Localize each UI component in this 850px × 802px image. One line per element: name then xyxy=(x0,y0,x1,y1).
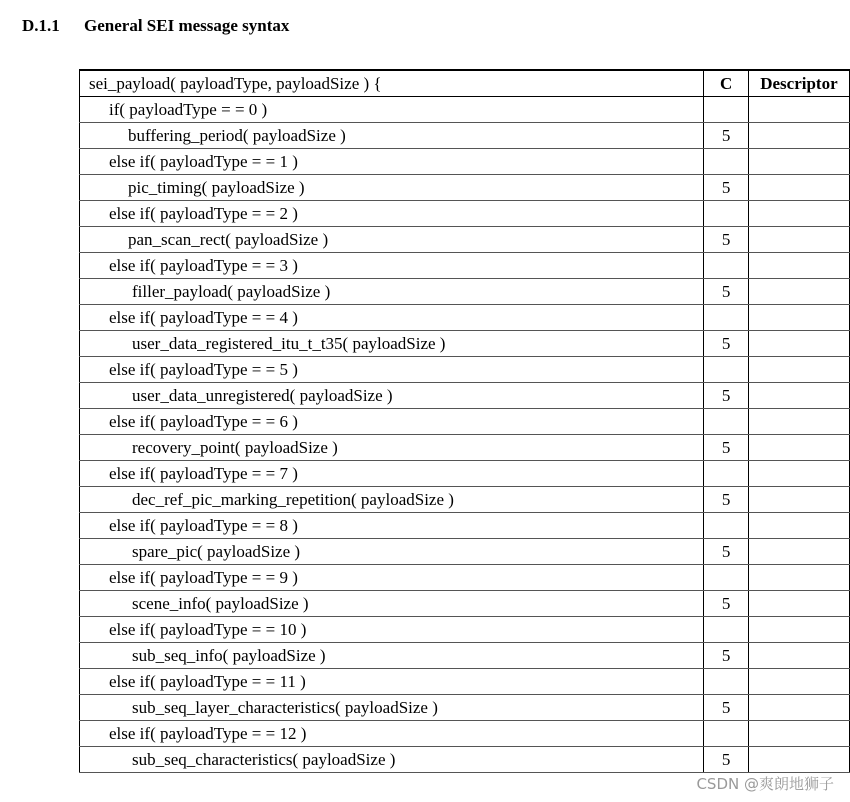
table-row xyxy=(80,227,850,253)
table-row xyxy=(80,305,850,331)
category-cell: 5 xyxy=(704,331,748,357)
descriptor-cell xyxy=(748,435,849,461)
category-cell: 5 xyxy=(704,383,748,409)
syntax-cell: user_data_unregistered( payloadSize ) xyxy=(80,383,704,409)
syntax-cell: else if( payloadType = = 8 ) xyxy=(80,513,704,539)
header-c: C xyxy=(704,70,748,97)
table-row xyxy=(80,513,850,539)
table-row xyxy=(80,149,850,175)
category-cell: 5 xyxy=(704,227,748,253)
header-syntax: sei_payload( payloadType, payloadSize ) { xyxy=(80,70,704,97)
syntax-cell: pan_scan_rect( payloadSize ) xyxy=(80,227,704,253)
syntax-cell: else if( payloadType = = 7 ) xyxy=(80,461,704,487)
section-title: General SEI message syntax xyxy=(84,16,290,35)
descriptor-cell xyxy=(748,149,849,175)
category-cell xyxy=(704,669,748,695)
category-cell xyxy=(704,617,748,643)
syntax-cell: buffering_period( payloadSize ) xyxy=(80,123,704,149)
table-row xyxy=(80,487,850,513)
category-cell xyxy=(704,305,748,331)
table-row xyxy=(80,279,850,305)
table-row xyxy=(80,409,850,435)
table-row xyxy=(80,461,850,487)
descriptor-cell xyxy=(748,201,849,227)
category-cell: 5 xyxy=(704,279,748,305)
syntax-cell: else if( payloadType = = 10 ) xyxy=(80,617,704,643)
syntax-cell: else if( payloadType = = 2 ) xyxy=(80,201,704,227)
category-cell xyxy=(704,357,748,383)
category-cell: 5 xyxy=(704,591,748,617)
descriptor-cell xyxy=(748,669,849,695)
descriptor-cell xyxy=(748,643,849,669)
category-cell: 5 xyxy=(704,123,748,149)
category-cell: 5 xyxy=(704,435,748,461)
category-cell xyxy=(704,97,748,123)
table-row xyxy=(80,383,850,409)
descriptor-cell xyxy=(748,487,849,513)
syntax-cell: user_data_registered_itu_t_t35( payloadSize ) xyxy=(80,331,704,357)
table-row xyxy=(80,565,850,591)
descriptor-cell xyxy=(748,279,849,305)
syntax-cell: if( payloadType = = 0 ) xyxy=(80,97,704,123)
category-cell xyxy=(704,253,748,279)
descriptor-cell xyxy=(748,695,849,721)
table-row xyxy=(80,747,850,773)
watermark: CSDN @爽朗地狮子 xyxy=(696,775,834,793)
table-row xyxy=(80,357,850,383)
syntax-table xyxy=(79,69,850,773)
syntax-cell: sub_seq_characteristics( payloadSize ) xyxy=(80,747,704,773)
syntax-cell: filler_payload( payloadSize ) xyxy=(80,279,704,305)
syntax-cell: else if( payloadType = = 3 ) xyxy=(80,253,704,279)
category-cell xyxy=(704,721,748,747)
descriptor-cell xyxy=(748,331,849,357)
descriptor-cell xyxy=(748,513,849,539)
descriptor-cell xyxy=(748,409,849,435)
table-row xyxy=(80,617,850,643)
descriptor-cell xyxy=(748,305,849,331)
syntax-cell: else if( payloadType = = 12 ) xyxy=(80,721,704,747)
syntax-cell: else if( payloadType = = 4 ) xyxy=(80,305,704,331)
category-cell xyxy=(704,201,748,227)
syntax-cell: pic_timing( payloadSize ) xyxy=(80,175,704,201)
category-cell: 5 xyxy=(704,539,748,565)
descriptor-cell xyxy=(748,461,849,487)
syntax-cell: else if( payloadType = = 1 ) xyxy=(80,149,704,175)
descriptor-cell xyxy=(748,747,849,773)
descriptor-cell xyxy=(748,591,849,617)
descriptor-cell xyxy=(748,617,849,643)
table-row xyxy=(80,669,850,695)
category-cell: 5 xyxy=(704,643,748,669)
descriptor-cell xyxy=(748,383,849,409)
descriptor-cell xyxy=(748,97,849,123)
syntax-cell: else if( payloadType = = 6 ) xyxy=(80,409,704,435)
category-cell: 5 xyxy=(704,487,748,513)
section-heading xyxy=(22,16,289,36)
category-cell: 5 xyxy=(704,747,748,773)
category-cell xyxy=(704,409,748,435)
table-row xyxy=(80,591,850,617)
table-header-row xyxy=(80,70,850,97)
table-row xyxy=(80,123,850,149)
category-cell: 5 xyxy=(704,695,748,721)
table-row xyxy=(80,435,850,461)
table-row xyxy=(80,97,850,123)
descriptor-cell xyxy=(748,175,849,201)
syntax-cell: scene_info( payloadSize ) xyxy=(80,591,704,617)
syntax-cell: else if( payloadType = = 9 ) xyxy=(80,565,704,591)
table-row xyxy=(80,539,850,565)
syntax-cell: else if( payloadType = = 11 ) xyxy=(80,669,704,695)
descriptor-cell xyxy=(748,123,849,149)
table-row xyxy=(80,201,850,227)
syntax-cell: else if( payloadType = = 5 ) xyxy=(80,357,704,383)
syntax-cell: recovery_point( payloadSize ) xyxy=(80,435,704,461)
table-row xyxy=(80,331,850,357)
descriptor-cell xyxy=(748,565,849,591)
syntax-cell: dec_ref_pic_marking_repetition( payloadSize ) xyxy=(80,487,704,513)
category-cell xyxy=(704,513,748,539)
descriptor-cell xyxy=(748,539,849,565)
category-cell: 5 xyxy=(704,175,748,201)
descriptor-cell xyxy=(748,721,849,747)
syntax-cell: sub_seq_info( payloadSize ) xyxy=(80,643,704,669)
table-row xyxy=(80,253,850,279)
category-cell xyxy=(704,565,748,591)
descriptor-cell xyxy=(748,227,849,253)
section-number: D.1.1 xyxy=(22,16,60,35)
category-cell xyxy=(704,461,748,487)
table-row xyxy=(80,175,850,201)
syntax-cell: spare_pic( payloadSize ) xyxy=(80,539,704,565)
descriptor-cell xyxy=(748,253,849,279)
header-descriptor: Descriptor xyxy=(748,70,849,97)
syntax-table-body xyxy=(80,70,850,773)
descriptor-cell xyxy=(748,357,849,383)
table-row xyxy=(80,695,850,721)
category-cell xyxy=(704,149,748,175)
syntax-cell: sub_seq_layer_characteristics( payloadSize ) xyxy=(80,695,704,721)
table-row xyxy=(80,721,850,747)
table-row xyxy=(80,643,850,669)
